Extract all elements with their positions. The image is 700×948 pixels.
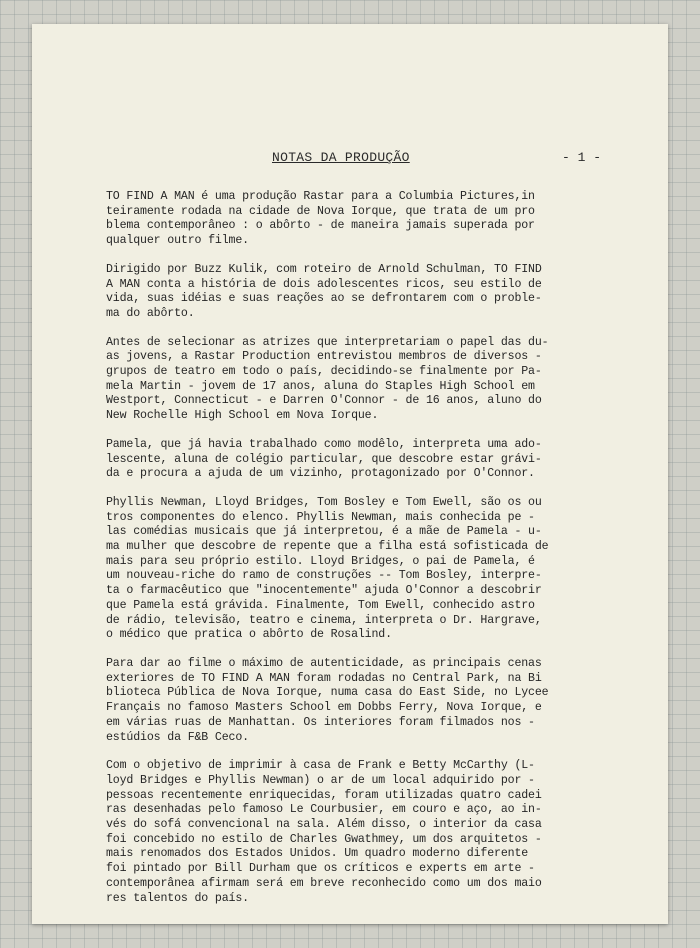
text-line: Com o objetivo de imprimir à casa de Frank e Betty McCarthy (L- <box>106 759 535 773</box>
text-line: blioteca Pública de Nova Iorque, numa casa do East Side, no Lycee <box>106 686 549 700</box>
text-line: ras desenhadas pelo famoso Le Courbusier, em couro e aço, ao in- <box>106 803 542 817</box>
text-line: Français no famoso Masters School em Dobbs Ferry, Nova Iorque, e <box>106 701 542 715</box>
text-line: mais para seu próprio estilo. Lloyd Bridges, o pai de Pamela, é <box>106 554 535 568</box>
paragraph <box>106 496 616 643</box>
paragraph <box>106 438 616 482</box>
text-line: Phyllis Newman, Lloyd Bridges, Tom Bosley e Tom Ewell, são os ou <box>106 495 542 509</box>
text-line: qualquer outro filme. <box>106 234 249 248</box>
text-line: teiramente rodada na cidade de Nova Iorque, que trata de um pro <box>106 204 535 218</box>
typed-page <box>32 24 668 924</box>
paragraph <box>106 336 616 424</box>
paragraph <box>106 657 616 745</box>
text-line: vida, suas idéias e suas reações ao se defrontarem com o proble- <box>106 292 542 306</box>
text-line: TO FIND A MAN é uma produção Rastar para a Columbia Pictures,in <box>106 190 535 203</box>
text-line: exteriores de TO FIND A MAN foram rodadas no Central Park, na Bi <box>106 671 542 685</box>
text-line: lescente, aluna de colégio particular, que descobre estar grávi- <box>106 452 542 466</box>
text-line: A MAN conta a história de dois adolescentes ricos, seu estilo de <box>106 277 542 291</box>
text-line: Antes de selecionar as atrizes que interpretariam o papel das du- <box>106 335 549 349</box>
text-line: pessoas recentemente enriquecidas, foram utilizadas quatro cadei <box>106 788 542 802</box>
text-line: mela Martin - jovem de 17 anos, aluna do Staples High School em <box>106 379 535 393</box>
text-line: las comédias musicais que já interpretou, é a mãe de Pamela - u- <box>106 525 542 539</box>
text-line: mais renomados dos Estados Unidos. Um quadro moderno diferente <box>106 847 529 861</box>
text-line: ma mulher que descobre de repente que a filha está sofisticada de <box>106 540 549 554</box>
paragraph <box>106 190 616 249</box>
text-line: ma do abôrto. <box>106 306 195 320</box>
document-title: NOTAS DA PRODUÇÃO <box>272 150 410 165</box>
text-line: res talentos do país. <box>106 891 249 905</box>
text-line: foi pintado por Bill Durham que os críticos e experts em arte - <box>106 862 535 876</box>
text-line: estúdios da F&B Ceco. <box>106 730 249 744</box>
text-line: ta o farmacêutico que "inocentemente" ajuda O'Connor a descobrir <box>106 584 542 598</box>
document-body <box>106 190 616 920</box>
text-line: o médico que pratica o abôrto de Rosalind. <box>106 628 392 642</box>
paragraph <box>106 263 616 322</box>
text-line: as jovens, a Rastar Production entrevistou membros de diversos - <box>106 350 542 364</box>
text-line: New Rochelle High School em Nova Iorque. <box>106 409 379 423</box>
text-line: foi concebido no estilo de Charles Gwathmey, um dos arquitetos - <box>106 832 542 846</box>
text-line: contemporânea afirmam será em breve reconhecido como um dos maio <box>106 876 542 890</box>
text-line: Pamela, que já havia trabalhado como modêlo, interpreta uma ado- <box>106 437 542 451</box>
text-line: blema contemporâneo : o abôrto - de maneira jamais superada por <box>106 219 535 233</box>
page-header <box>32 150 668 170</box>
text-line: de rádio, televisão, teatro e cinema, interpreta o Dr. Hargrave, <box>106 613 542 627</box>
text-line: da e procura a ajuda de um vizinho, protagonizado por O'Connor. <box>106 467 535 481</box>
text-line: Para dar ao filme o máximo de autenticidade, as principais cenas <box>106 656 542 670</box>
text-line: em várias ruas de Manhattan. Os interiores foram filmados nos - <box>106 715 535 729</box>
text-line: que Pamela está grávida. Finalmente, Tom Ewell, conhecido astro <box>106 598 535 612</box>
text-line: Westport, Connecticut - e Darren O'Connor - de 16 anos, aluno do <box>106 394 542 408</box>
page-number: - 1 - <box>562 150 602 165</box>
text-line: vés do sofá convencional na sala. Além disso, o interior da casa <box>106 818 542 832</box>
text-line: grupos de teatro em todo o país, decidindo-se finalmente por Pa- <box>106 365 542 379</box>
paragraph <box>106 759 616 906</box>
text-line: loyd Bridges e Phyllis Newman) o ar de um local adquirido por - <box>106 773 535 787</box>
text-line: Dirigido por Buzz Kulik, com roteiro de Arnold Schulman, TO FIND <box>106 262 542 276</box>
text-line: um nouveau-riche do ramo de construções -- Tom Bosley, interpre- <box>106 569 542 583</box>
text-line: tros componentes do elenco. Phyllis Newman, mais conhecida pe - <box>106 510 535 524</box>
